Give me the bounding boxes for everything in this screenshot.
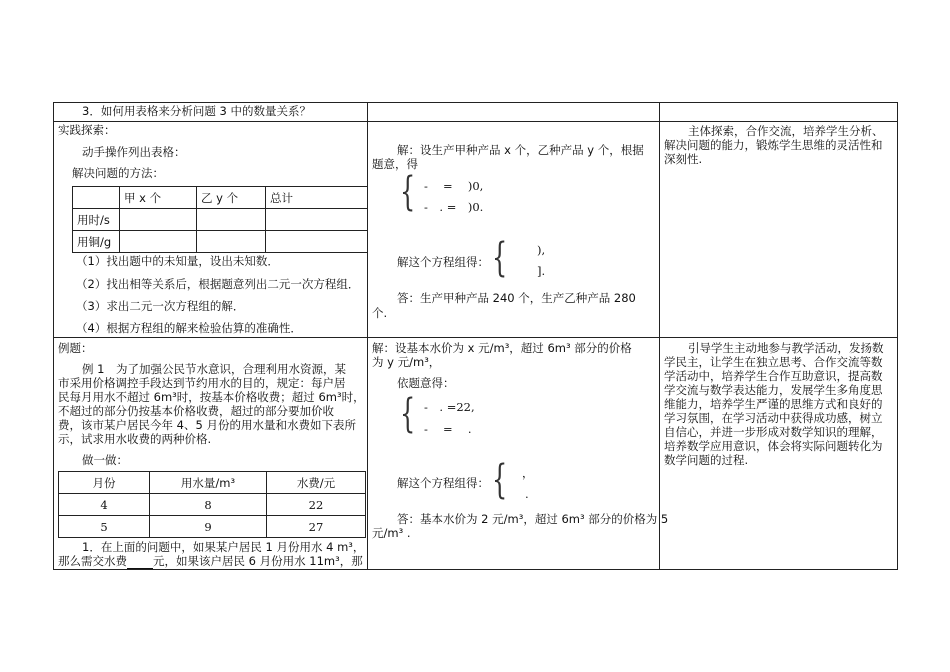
left-brace-icon: { xyxy=(400,169,416,215)
equation-2: - . = )0. xyxy=(424,200,484,214)
question-1-text: 那么需交水费 xyxy=(58,554,127,568)
intent-label: 依题意得： xyxy=(397,376,455,390)
question-1-line xyxy=(58,553,363,569)
solution-line: 为 y 元/m³， xyxy=(372,355,441,369)
goal-line: 解决问题的能力，锻炼学生思维的灵活性和 xyxy=(664,138,883,152)
table-header: 月份 xyxy=(59,472,150,494)
goal-line: 自信心，并进一步形成对数学知识的理解， xyxy=(664,425,883,439)
table-row xyxy=(73,209,368,231)
table-row xyxy=(59,516,366,538)
table-header: 用水量/m³ xyxy=(150,472,267,494)
table-cell: 27 xyxy=(267,516,366,538)
table-cell xyxy=(197,209,266,231)
step-4: （4）根据方程组的解来检验估算的准确性． xyxy=(76,321,302,335)
table-header: 总计 xyxy=(266,187,368,209)
column-divider xyxy=(367,103,368,569)
result-1: ), xyxy=(537,243,546,257)
answer-line: 答：基本水价为 2 元/m³，超过 6m³ 部分的价格为 5 xyxy=(397,512,669,526)
table-row xyxy=(59,494,366,516)
example-line: 费，该市某户居民今年 4、5 月份的用水量和水费如下表所 xyxy=(58,418,356,432)
table-cell: 22 xyxy=(267,494,366,516)
table-cell xyxy=(120,231,197,253)
goal-line: 数学问题的过程. xyxy=(664,453,749,467)
answer-line: 元/m³ . xyxy=(372,526,411,540)
table-cell: 用铜/g xyxy=(73,231,120,253)
step-1: （1）找出题中的未知量，设出未知数． xyxy=(76,254,279,268)
step-3: （3）求出二元一次方程组的解． xyxy=(76,299,245,313)
example-line: 例 1 为了加强公民节水意识，合理利用水资源，某 xyxy=(82,362,346,376)
table-cell xyxy=(73,187,120,209)
practice-header: 实践探索： xyxy=(58,123,116,137)
goal-line: 培养数学应用意识，体会将实际问题转化为 xyxy=(664,439,883,453)
hands-on-label: 动手操作列出表格： xyxy=(82,145,186,159)
goal-line: 学活动中，培养学生合作互助意识，提高数 xyxy=(664,369,883,383)
example-line: 民每月用水不超过 6m³时，按基本价格收费；超过 6m³时， xyxy=(58,390,365,404)
equation-1: - . =22, xyxy=(424,400,475,414)
solution-line: 解：设基本水价为 x 元/m³，超过 6m³ 部分的价格 xyxy=(372,341,632,355)
table-cell: 4 xyxy=(59,494,150,516)
goal-line: 学习氛围，在学习活动中获得成功感，树立 xyxy=(664,411,883,425)
goal-line: 维能力，培养学生严谨的思维方式和良好的 xyxy=(664,397,883,411)
question-1-line: 1．在上面的问题中，如果某户居民 1 月份用水 4 m³， xyxy=(82,540,365,554)
equation-2: - = . xyxy=(424,422,472,436)
result-2: . xyxy=(525,487,529,501)
water-fee-table xyxy=(58,471,366,538)
question-3: 3．如何用表格来分析问题 3 中的数量关系？ xyxy=(82,104,311,118)
table-row xyxy=(73,231,368,253)
row-divider xyxy=(54,337,897,338)
left-brace-icon: { xyxy=(400,391,416,437)
goal-line: 学民主，让学生在独立思考、合作交流等数 xyxy=(664,355,883,369)
solve-label: 解这个方程组得： xyxy=(397,255,489,269)
table-cell xyxy=(120,209,197,231)
answer-line: 答：生产甲种产品 240 个，生产乙种产品 280 xyxy=(397,291,636,305)
example-line: 示，试求用水收费的两种价格. xyxy=(58,432,212,446)
row-divider xyxy=(54,121,897,122)
solution-line: 题意，得 xyxy=(372,157,418,171)
table-row xyxy=(59,472,366,494)
table-cell: 5 xyxy=(59,516,150,538)
step-2: （2）找出相等关系后，根据题意列出二元一次方程组． xyxy=(76,277,360,291)
answer-blank xyxy=(127,556,153,569)
table-cell: 用时/s xyxy=(73,209,120,231)
solution-line: 解：设生产甲种产品 x 个，乙种产品 y 个，根据 xyxy=(397,143,644,157)
table-cell: 8 xyxy=(150,494,267,516)
table-header: 甲 x 个 xyxy=(120,187,197,209)
table-cell xyxy=(197,231,266,253)
table-cell xyxy=(266,209,368,231)
left-brace-icon: { xyxy=(492,457,508,503)
left-brace-icon: { xyxy=(492,235,508,281)
answer-line: 个. xyxy=(372,306,388,320)
example-header: 例题： xyxy=(58,341,93,355)
product-table xyxy=(72,186,368,253)
goal-line: 深刻性. xyxy=(664,152,703,166)
column-divider xyxy=(659,103,660,569)
table-header: 水费/元 xyxy=(267,472,366,494)
table-header: 乙 y 个 xyxy=(197,187,266,209)
table-cell: 9 xyxy=(150,516,267,538)
solve-label: 解这个方程组得： xyxy=(397,476,489,490)
do-it-label: 做一做： xyxy=(82,453,128,467)
example-line: 市采用价格调控手段达到节约用水的目的，规定：每户居 xyxy=(58,376,346,390)
table-cell xyxy=(266,231,368,253)
question-1-text: 元，如果该户居民 6 月份用水 11m³，那 xyxy=(153,554,363,568)
result-2: ]. xyxy=(537,264,546,278)
table-row xyxy=(73,187,368,209)
method-label: 解决问题的方法： xyxy=(72,166,164,180)
result-1: ， xyxy=(522,466,534,480)
goal-line: 主体探索，合作交流，培养学生分析、 xyxy=(688,124,884,138)
goal-line: 学交流与数学表达能力，发展学生多角度思 xyxy=(664,383,883,397)
goal-line: 引导学生主动地参与教学活动，发扬数 xyxy=(688,341,884,355)
example-line: 不超过的部分仍按基本价格收费，超过的部分要加价收 xyxy=(58,404,334,418)
equation-1: - = )0, xyxy=(424,179,484,193)
